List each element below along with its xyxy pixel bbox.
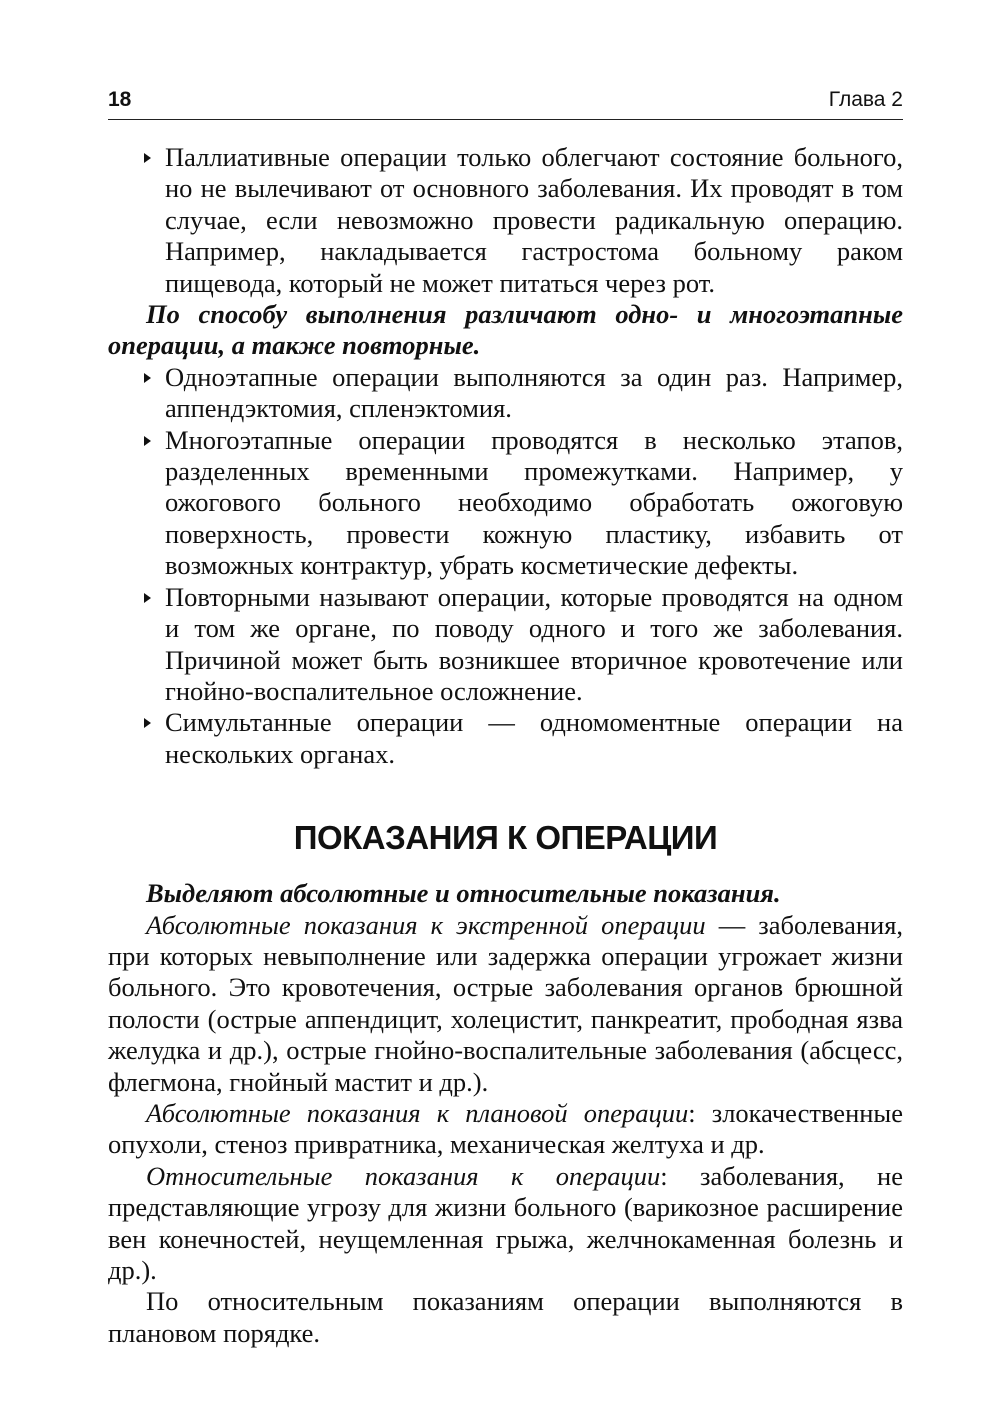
running-header (108, 88, 903, 120)
list-item-text: Симультанные операции — одномоментные операции на нескольких органах. (165, 707, 903, 769)
list-item-text: Одноэтапные операции выполняются за один раз. Например, аппендэктомия, спленэктомия. (165, 361, 903, 424)
term-absolute-emergency: Абсолютные показания к экстренной операции (146, 909, 706, 940)
subheading-method: По способу выполнения различают одно- и многоэтапные операции, а также повторные. (108, 299, 903, 361)
definition-relative: : заболевания, не представляющие угрозу для жизни больного (варикозное расширение вен конечностей, неущемленная грыжа, желчнокаменная болезнь и др.). (108, 1160, 903, 1285)
bullet-list-palliative (108, 142, 903, 299)
triangle-bullet-icon (144, 373, 151, 383)
bullet-list-stages (108, 362, 903, 770)
page-body (108, 142, 903, 1349)
list-item (108, 707, 903, 770)
paragraph-absolute-planned (108, 1098, 903, 1161)
paragraph-absolute-emergency (108, 910, 903, 1098)
list-item (108, 142, 903, 299)
triangle-bullet-icon (144, 436, 151, 446)
page-number: 18 (108, 88, 132, 111)
definition-absolute-emergency: — заболевания, при которых невыполнение или задержка операции угрожает жизни больного. Это кровотечения, острые заболевания органов брюшной полости (острые аппендицит, холецистит, панкреатит, прободная язва желудка и др.), острые гнойно-воспалительные заболевания (абсцесс, флегмона, гнойный мастит и др.). (108, 909, 904, 1097)
indications-lead: Выделяют абсолютные и относительные показания. (146, 878, 781, 909)
paragraph-closing: По относительным показаниям операции выполняются в плановом порядке. (108, 1286, 903, 1348)
term-relative: Относительные показания к операции (146, 1160, 661, 1191)
list-item-text: Повторными называют операции, которые проводятся на одном и том же органе, по поводу одного и того же заболевания. Причиной может быть возникшее вторичное кровотечение или гнойно-воспалительное осложнение. (165, 581, 903, 706)
triangle-bullet-icon (144, 153, 151, 163)
triangle-bullet-icon (144, 593, 151, 603)
list-item-text: Паллиативные операции только облегчают состояние больного, но не вылечивают от основного заболевания. Их проводят в том случае, если невозможно провести радикальную операцию. Например, накладывается гастростома больному раком пищевода, который не может питаться через рот. (165, 142, 903, 298)
section-title: ПОКАЗАНИЯ К ОПЕРАЦИИ (293, 819, 718, 857)
list-item (108, 362, 903, 425)
list-item (108, 425, 903, 582)
paragraph-relative (108, 1161, 903, 1287)
triangle-bullet-icon (144, 718, 151, 728)
list-item-text: Многоэтапные операции проводятся в несколько этапов, разделенных временными промежутками. Например, у ожогового больного необходимо обработать ожоговую поверхность, провести кожную пластику, избавить от возможных контрактур, убрать косметические дефекты. (165, 424, 903, 581)
book-page (108, 88, 903, 1349)
term-absolute-planned: Абсолютные показания к плановой операции (146, 1097, 689, 1128)
list-item (108, 582, 903, 708)
chapter-label: Глава 2 (828, 88, 903, 111)
definition-absolute-planned: : злокачественные опухоли, стеноз привратника, механическая желтуха и др. (108, 1097, 903, 1160)
